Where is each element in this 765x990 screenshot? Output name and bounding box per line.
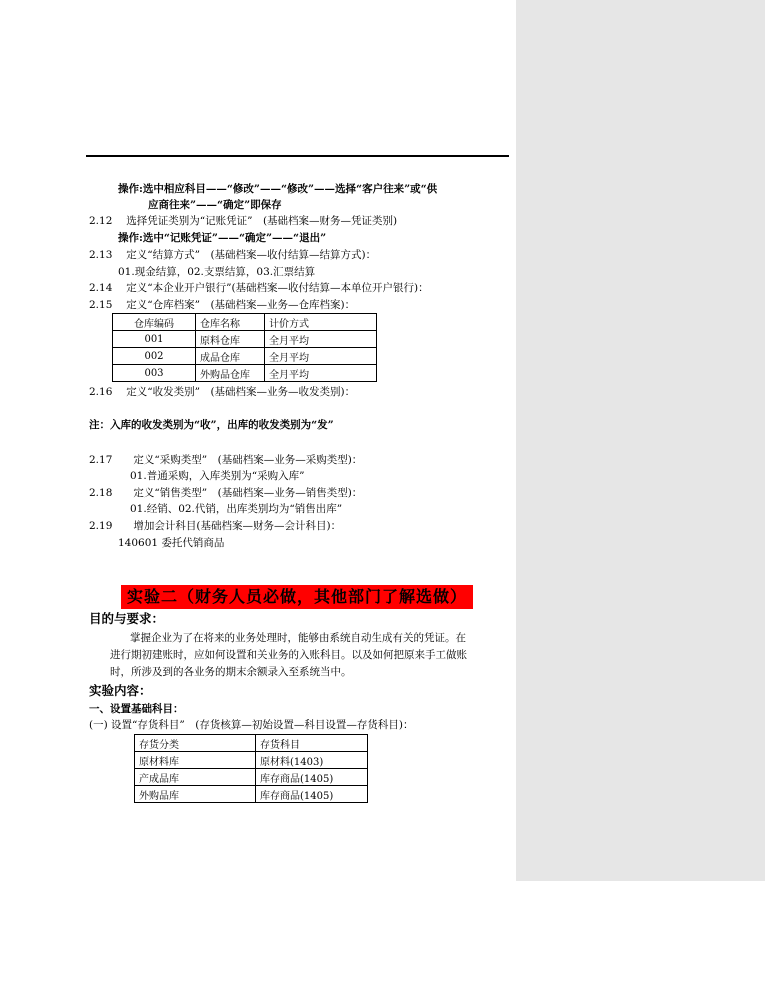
section-2-18: 2.18 定义“销售类型” (基础档案—业务—销售类型)： [89,487,363,499]
section-2-13-detail: 01.现金结算，02.支票结算，03.汇票结算 [118,266,316,278]
table-cell: 全月平均 [265,365,377,382]
table-cell: 001 [113,331,196,348]
section-2-17: 2.17 定义“采购类型” (基础档案—业务—采购类型)： [89,454,363,466]
table-cell: 全月平均 [265,331,377,348]
inventory-account-table [134,734,368,803]
table-cell: 原材料(1403) [256,752,368,769]
table-cell: 外购品仓库 [196,365,265,382]
section-2-19: 2.19 增加会计科目(基础档案—财务—会计科目)： [89,520,342,532]
table-row [135,786,368,803]
section-1-heading: 一、设置基础科目： [89,703,184,715]
table-header-cell: 存货分类 [135,735,256,752]
table-cell: 原料仓库 [196,331,265,348]
table-header-cell: 仓库名称 [196,314,265,331]
section-2-14: 2.14 定义“本企业开户银行”(基础档案—收付结算—本单位开户银行)： [89,282,429,294]
section-2-16: 2.16 定义“收发类别” (基础档案—业务—收发类别)： [89,386,356,398]
table-cell: 全月平均 [265,348,377,365]
table-header-row [135,735,368,752]
operation-step-1-line-1: 操作:选中相应科目——“修改”——“修改”——选择“客户往来”或“供 [118,183,438,195]
section-2-15: 2.15 定义“仓库档案” (基础档案—业务—仓库档案)： [89,299,356,311]
section-2-13: 2.13 定义“结算方式” (基础档案—收付结算—结算方式)： [89,249,377,261]
section-2-12: 2.12 选择凭证类别为“记账凭证” (基础档案—财务—凭证类别) [89,215,398,227]
table-cell: 003 [113,365,196,382]
warehouse-table [112,313,377,382]
table-header-cell: 仓库编码 [113,314,196,331]
table-cell: 库存商品(1405) [256,769,368,786]
operation-step-1-line-2: 应商往来”——“确定”即保存 [148,199,282,211]
table-cell: 成品仓库 [196,348,265,365]
table-row [113,331,377,348]
table-header-cell: 存货科目 [256,735,368,752]
content-heading: 实验内容： [89,683,152,698]
purpose-paragraph-line-1: 掌握企业为了在将来的业务处理时，能够由系统自动生成有关的凭证。在 [130,632,466,644]
purpose-paragraph-line-3: 时，所涉及到的各业务的期末余额录入至系统当中。 [110,666,352,678]
header-rule [86,155,509,157]
comment-margin-pane [516,0,765,881]
section-2-17-detail: 01.普通采购，入库类别为“采购入库” [130,470,305,482]
subsection-1-heading: (一) 设置“存货科目” (存货核算—初始设置—科目设置—存货科目)： [89,719,414,731]
section-2-19-detail: 140601 委托代销商品 [118,537,225,549]
table-row [113,365,377,382]
note-text: 注：入库的收发类别为“收”，出库的收发类别为“发” [89,419,334,431]
table-row [113,348,377,365]
table-header-row [113,314,377,331]
section-2-18-detail: 01.经销、02.代销，出库类别均为“销售出库” [130,503,343,515]
purpose-heading: 目的与要求： [89,611,165,626]
table-cell: 原材料库 [135,752,256,769]
experiment-banner: 实验二（财务人员必做，其他部门了解选做） [121,585,473,609]
table-row [135,752,368,769]
table-cell: 库存商品(1405) [256,786,368,803]
purpose-paragraph-line-2: 进行期初建账时，应如何设置和关业务的入账科目。以及如何把原来手工做账 [110,649,467,661]
table-cell: 002 [113,348,196,365]
table-header-cell: 计价方式 [265,314,377,331]
operation-step-2: 操作:选中“记账凭证”——“确定”——“退出” [118,232,327,244]
table-row [135,769,368,786]
table-cell: 产成品库 [135,769,256,786]
table-cell: 外购品库 [135,786,256,803]
